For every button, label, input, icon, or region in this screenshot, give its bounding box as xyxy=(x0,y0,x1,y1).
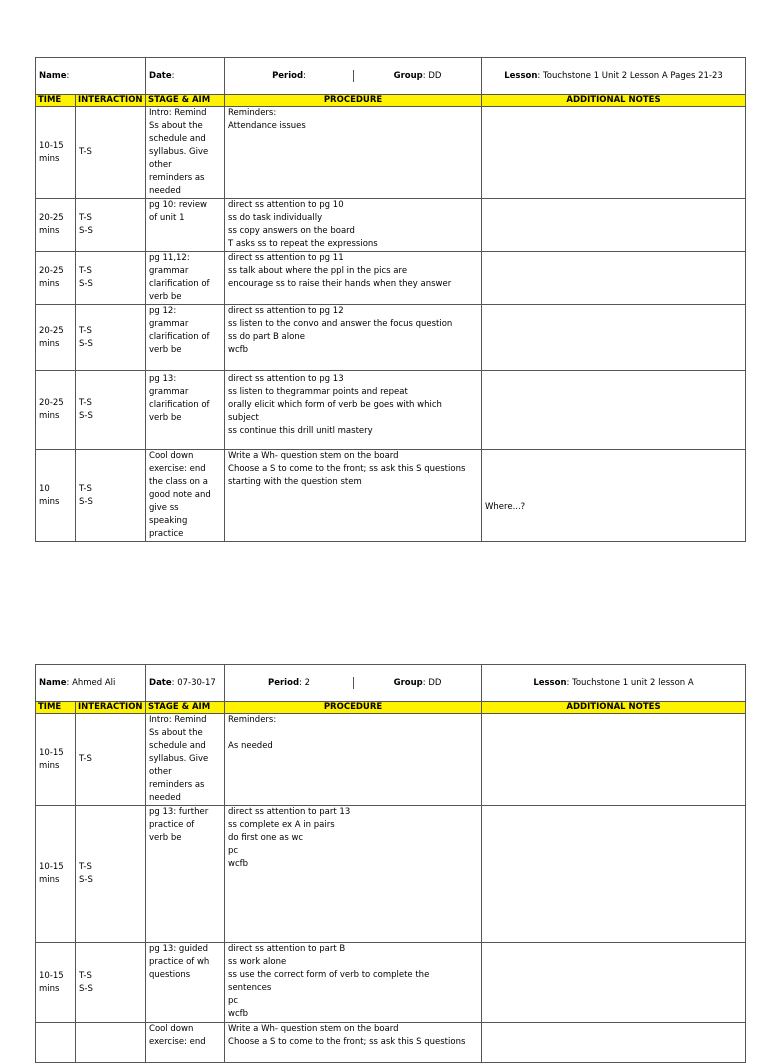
procedure-cell: Reminders: Attendance issues xyxy=(225,107,482,199)
notes-cell xyxy=(482,252,746,305)
stage-cell: pg 12: grammar clarification of verb be xyxy=(146,305,225,371)
time-cell xyxy=(36,1023,76,1063)
time-cell: 10-15 mins xyxy=(36,943,76,1023)
header-interaction: INTERACTION xyxy=(76,95,146,107)
header-row xyxy=(36,702,746,714)
lesson-cell: Lesson: Touchstone 1 Unit 2 Lesson A Pages 21-23 xyxy=(482,58,746,95)
time-cell: 10-15 mins xyxy=(36,806,76,943)
table-row xyxy=(36,450,746,542)
table-row xyxy=(36,806,746,943)
time-cell: 20-25 mins xyxy=(36,199,76,252)
time-cell: 20-25 mins xyxy=(36,252,76,305)
interaction-cell: T-S S-S xyxy=(76,252,146,305)
interaction-cell: T-S S-S xyxy=(76,305,146,371)
time-cell: 10-15 mins xyxy=(36,714,76,806)
procedure-cell: direct ss attention to pg 12 ss listen to the convo and answer the focus question ss do part B alone wcfb xyxy=(225,305,482,371)
procedure-cell: Write a Wh- question stem on the board Choose a S to come to the front; ss ask this S questions xyxy=(225,1023,482,1063)
notes-cell: Where...? xyxy=(482,450,746,542)
header-stage: STAGE & AIM xyxy=(146,702,225,714)
notes-cell xyxy=(482,1023,746,1063)
lesson-cell: Lesson: Touchstone 1 unit 2 lesson A xyxy=(482,665,746,702)
interaction-cell xyxy=(76,1023,146,1063)
lesson-info-row xyxy=(36,665,746,702)
procedure-cell: Reminders: As needed xyxy=(225,714,482,806)
name-cell: Name: Ahmed Ali xyxy=(36,665,146,702)
interaction-cell: T-S S-S xyxy=(76,199,146,252)
table-row xyxy=(36,943,746,1023)
time-cell: 10 mins xyxy=(36,450,76,542)
time-cell: 20-25 mins xyxy=(36,371,76,450)
table-row xyxy=(36,305,746,371)
procedure-cell: direct ss attention to pg 10 ss do task individually ss copy answers on the board T asks ss to repeat the expressions xyxy=(225,199,482,252)
stage-cell: pg 13: further practice of verb be xyxy=(146,806,225,943)
header-notes: ADDITIONAL NOTES xyxy=(482,702,746,714)
stage-cell: Intro: Remind Ss about the schedule and syllabus. Give other reminders as needed xyxy=(146,107,225,199)
notes-cell xyxy=(482,371,746,450)
header-notes: ADDITIONAL NOTES xyxy=(482,95,746,107)
header-row xyxy=(36,95,746,107)
group-cell: Group: DD xyxy=(393,71,442,81)
stage-cell: pg 13: grammar clarification of verb be xyxy=(146,371,225,450)
stage-cell: Cool down exercise: end the class on a good note and give ss speaking practice xyxy=(146,450,225,542)
table-row xyxy=(36,252,746,305)
notes-cell xyxy=(482,714,746,806)
period-cell: Period: xyxy=(225,70,354,82)
notes-cell xyxy=(482,107,746,199)
date-cell: Date: 07-30-17 xyxy=(146,665,225,702)
procedure-cell: direct ss attention to part B ss work alone ss use the correct form of verb to complete the sentences pc wcfb xyxy=(225,943,482,1023)
table-row xyxy=(36,199,746,252)
header-interaction: INTERACTION xyxy=(76,702,146,714)
notes-cell xyxy=(482,199,746,252)
lesson-plan-table-1 xyxy=(35,57,746,542)
interaction-cell: T-S xyxy=(76,714,146,806)
stage-cell: Intro: Remind Ss about the schedule and syllabus. Give other reminders as needed xyxy=(146,714,225,806)
lesson-info-row xyxy=(36,58,746,95)
stage-cell: Cool down exercise: end xyxy=(146,1023,225,1063)
header-stage: STAGE & AIM xyxy=(146,95,225,107)
notes-cell xyxy=(482,305,746,371)
procedure-cell: direct ss attention to pg 11 ss talk about where the ppl in the pics are encourage ss to raise their hands when they answer xyxy=(225,252,482,305)
date-cell: Date: xyxy=(146,58,225,95)
header-procedure: PROCEDURE xyxy=(225,95,482,107)
header-time: TIME xyxy=(36,702,76,714)
interaction-cell: T-S S-S xyxy=(76,806,146,943)
table-row xyxy=(36,107,746,199)
procedure-cell: direct ss attention to part 13 ss complete ex A in pairs do first one as wc pc wcfb xyxy=(225,806,482,943)
period-group-cell xyxy=(225,665,482,702)
lesson-plan-table-2 xyxy=(35,664,746,1063)
notes-cell xyxy=(482,806,746,943)
period-cell: Period: 2 xyxy=(225,677,354,689)
stage-cell: pg 11,12: grammar clarification of verb be xyxy=(146,252,225,305)
table-row xyxy=(36,1023,746,1063)
time-cell: 20-25 mins xyxy=(36,305,76,371)
table-row xyxy=(36,714,746,806)
interaction-cell: T-S xyxy=(76,107,146,199)
table-row xyxy=(36,371,746,450)
stage-cell: pg 13: guided practice of wh questions xyxy=(146,943,225,1023)
header-procedure: PROCEDURE xyxy=(225,702,482,714)
period-group-cell xyxy=(225,58,482,95)
name-cell: Name: xyxy=(36,58,146,95)
procedure-cell: Write a Wh- question stem on the board Choose a S to come to the front; ss ask this S questions starting with the question stem xyxy=(225,450,482,542)
interaction-cell: T-S S-S xyxy=(76,943,146,1023)
time-cell: 10-15 mins xyxy=(36,107,76,199)
stage-cell: pg 10: review of unit 1 xyxy=(146,199,225,252)
group-cell: Group: DD xyxy=(393,678,442,688)
interaction-cell: T-S S-S xyxy=(76,450,146,542)
procedure-cell: direct ss attention to pg 13 ss listen to thegrammar points and repeat orally elicit which form of verb be goes with which subject ss continue this drill unitl mastery xyxy=(225,371,482,450)
interaction-cell: T-S S-S xyxy=(76,371,146,450)
notes-cell xyxy=(482,943,746,1023)
header-time: TIME xyxy=(36,95,76,107)
